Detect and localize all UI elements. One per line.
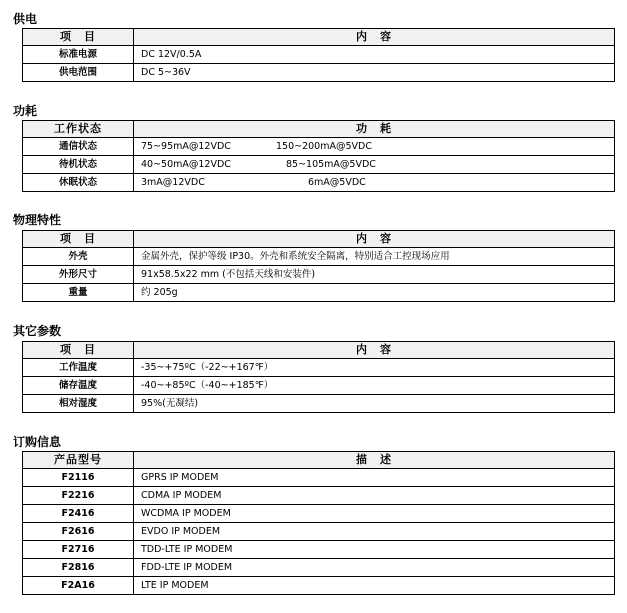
header-item: 工作状态 [23, 121, 134, 138]
table-row [23, 377, 615, 395]
header-content: 功 耗 [134, 121, 615, 138]
table-row [23, 248, 615, 266]
table-row [23, 138, 615, 156]
row-label: 标准电源 [23, 46, 134, 64]
table-row [23, 577, 615, 595]
row-label: F2416 [23, 505, 134, 523]
header-content: 内 容 [134, 231, 615, 248]
row-value: 约 205g [134, 284, 615, 302]
value-5v: 150~200mA@5VDC [276, 141, 372, 152]
section-title-physical: 物理特性 [13, 213, 62, 227]
row-value: 95%(无凝结) [134, 395, 615, 413]
row-value: TDD-LTE IP MODEM [134, 541, 615, 559]
row-label: F2716 [23, 541, 134, 559]
row-value [134, 138, 615, 156]
row-label: 相对湿度 [23, 395, 134, 413]
header-item: 项 目 [23, 342, 134, 359]
section-title-power-supply: 供电 [13, 12, 38, 26]
row-label: F2816 [23, 559, 134, 577]
value-5v: 85~105mA@5VDC [286, 159, 376, 170]
table-row [23, 487, 615, 505]
table-row [23, 395, 615, 413]
header-item: 项 目 [23, 231, 134, 248]
row-label: 储存温度 [23, 377, 134, 395]
header-content: 内 容 [134, 342, 615, 359]
row-label: 通信状态 [23, 138, 134, 156]
table-header-row [23, 452, 615, 469]
value-5v: 6mA@5VDC [308, 177, 366, 188]
section-title-ordering: 订购信息 [13, 435, 62, 449]
table-header-row [23, 29, 615, 46]
power-consumption-table [22, 120, 615, 192]
row-label: F2A16 [23, 577, 134, 595]
table-row [23, 541, 615, 559]
table-row [23, 469, 615, 487]
value-12v: 75~95mA@12VDC [141, 141, 231, 152]
section-title-other: 其它参数 [13, 324, 62, 338]
row-label: F2616 [23, 523, 134, 541]
row-label: 工作温度 [23, 359, 134, 377]
row-value: DC 12V/0.5A [134, 46, 615, 64]
row-value: EVDO IP MODEM [134, 523, 615, 541]
table-header-row [23, 342, 615, 359]
ordering-table [22, 451, 615, 595]
row-label: 外形尺寸 [23, 266, 134, 284]
row-value: -35~+75ºC（-22~+167℉） [134, 359, 615, 377]
row-value: -40~+85ºC（-40~+185℉） [134, 377, 615, 395]
table-row [23, 156, 615, 174]
table-header-row [23, 121, 615, 138]
row-label: 重量 [23, 284, 134, 302]
power-supply-table [22, 28, 615, 82]
table-row [23, 64, 615, 82]
table-row [23, 174, 615, 192]
section-title-power-consumption: 功耗 [13, 104, 38, 118]
header-description: 描 述 [134, 452, 615, 469]
table-row [23, 266, 615, 284]
table-row [23, 359, 615, 377]
row-value: 91x58.5x22 mm (不包括天线和安装件) [134, 266, 615, 284]
row-value: LTE IP MODEM [134, 577, 615, 595]
row-value: GPRS IP MODEM [134, 469, 615, 487]
header-model: 产品型号 [23, 452, 134, 469]
value-12v: 3mA@12VDC [141, 177, 205, 188]
row-value: FDD-LTE IP MODEM [134, 559, 615, 577]
other-params-table [22, 341, 615, 413]
row-value: CDMA IP MODEM [134, 487, 615, 505]
table-row [23, 505, 615, 523]
header-item: 项 目 [23, 29, 134, 46]
row-value: DC 5~36V [134, 64, 615, 82]
table-header-row [23, 231, 615, 248]
header-content: 内 容 [134, 29, 615, 46]
row-label: 外壳 [23, 248, 134, 266]
physical-table [22, 230, 615, 302]
row-value: 金属外壳，保护等级 IP30。外壳和系统安全隔离，特别适合工控现场应用 [134, 248, 615, 266]
row-label: 待机状态 [23, 156, 134, 174]
row-label: F2116 [23, 469, 134, 487]
table-row [23, 284, 615, 302]
row-value [134, 156, 615, 174]
row-value: WCDMA IP MODEM [134, 505, 615, 523]
table-row [23, 46, 615, 64]
value-12v: 40~50mA@12VDC [141, 159, 231, 170]
row-label: F2216 [23, 487, 134, 505]
row-label: 供电范围 [23, 64, 134, 82]
row-value [134, 174, 615, 192]
row-label: 休眠状态 [23, 174, 134, 192]
table-row [23, 523, 615, 541]
table-row [23, 559, 615, 577]
